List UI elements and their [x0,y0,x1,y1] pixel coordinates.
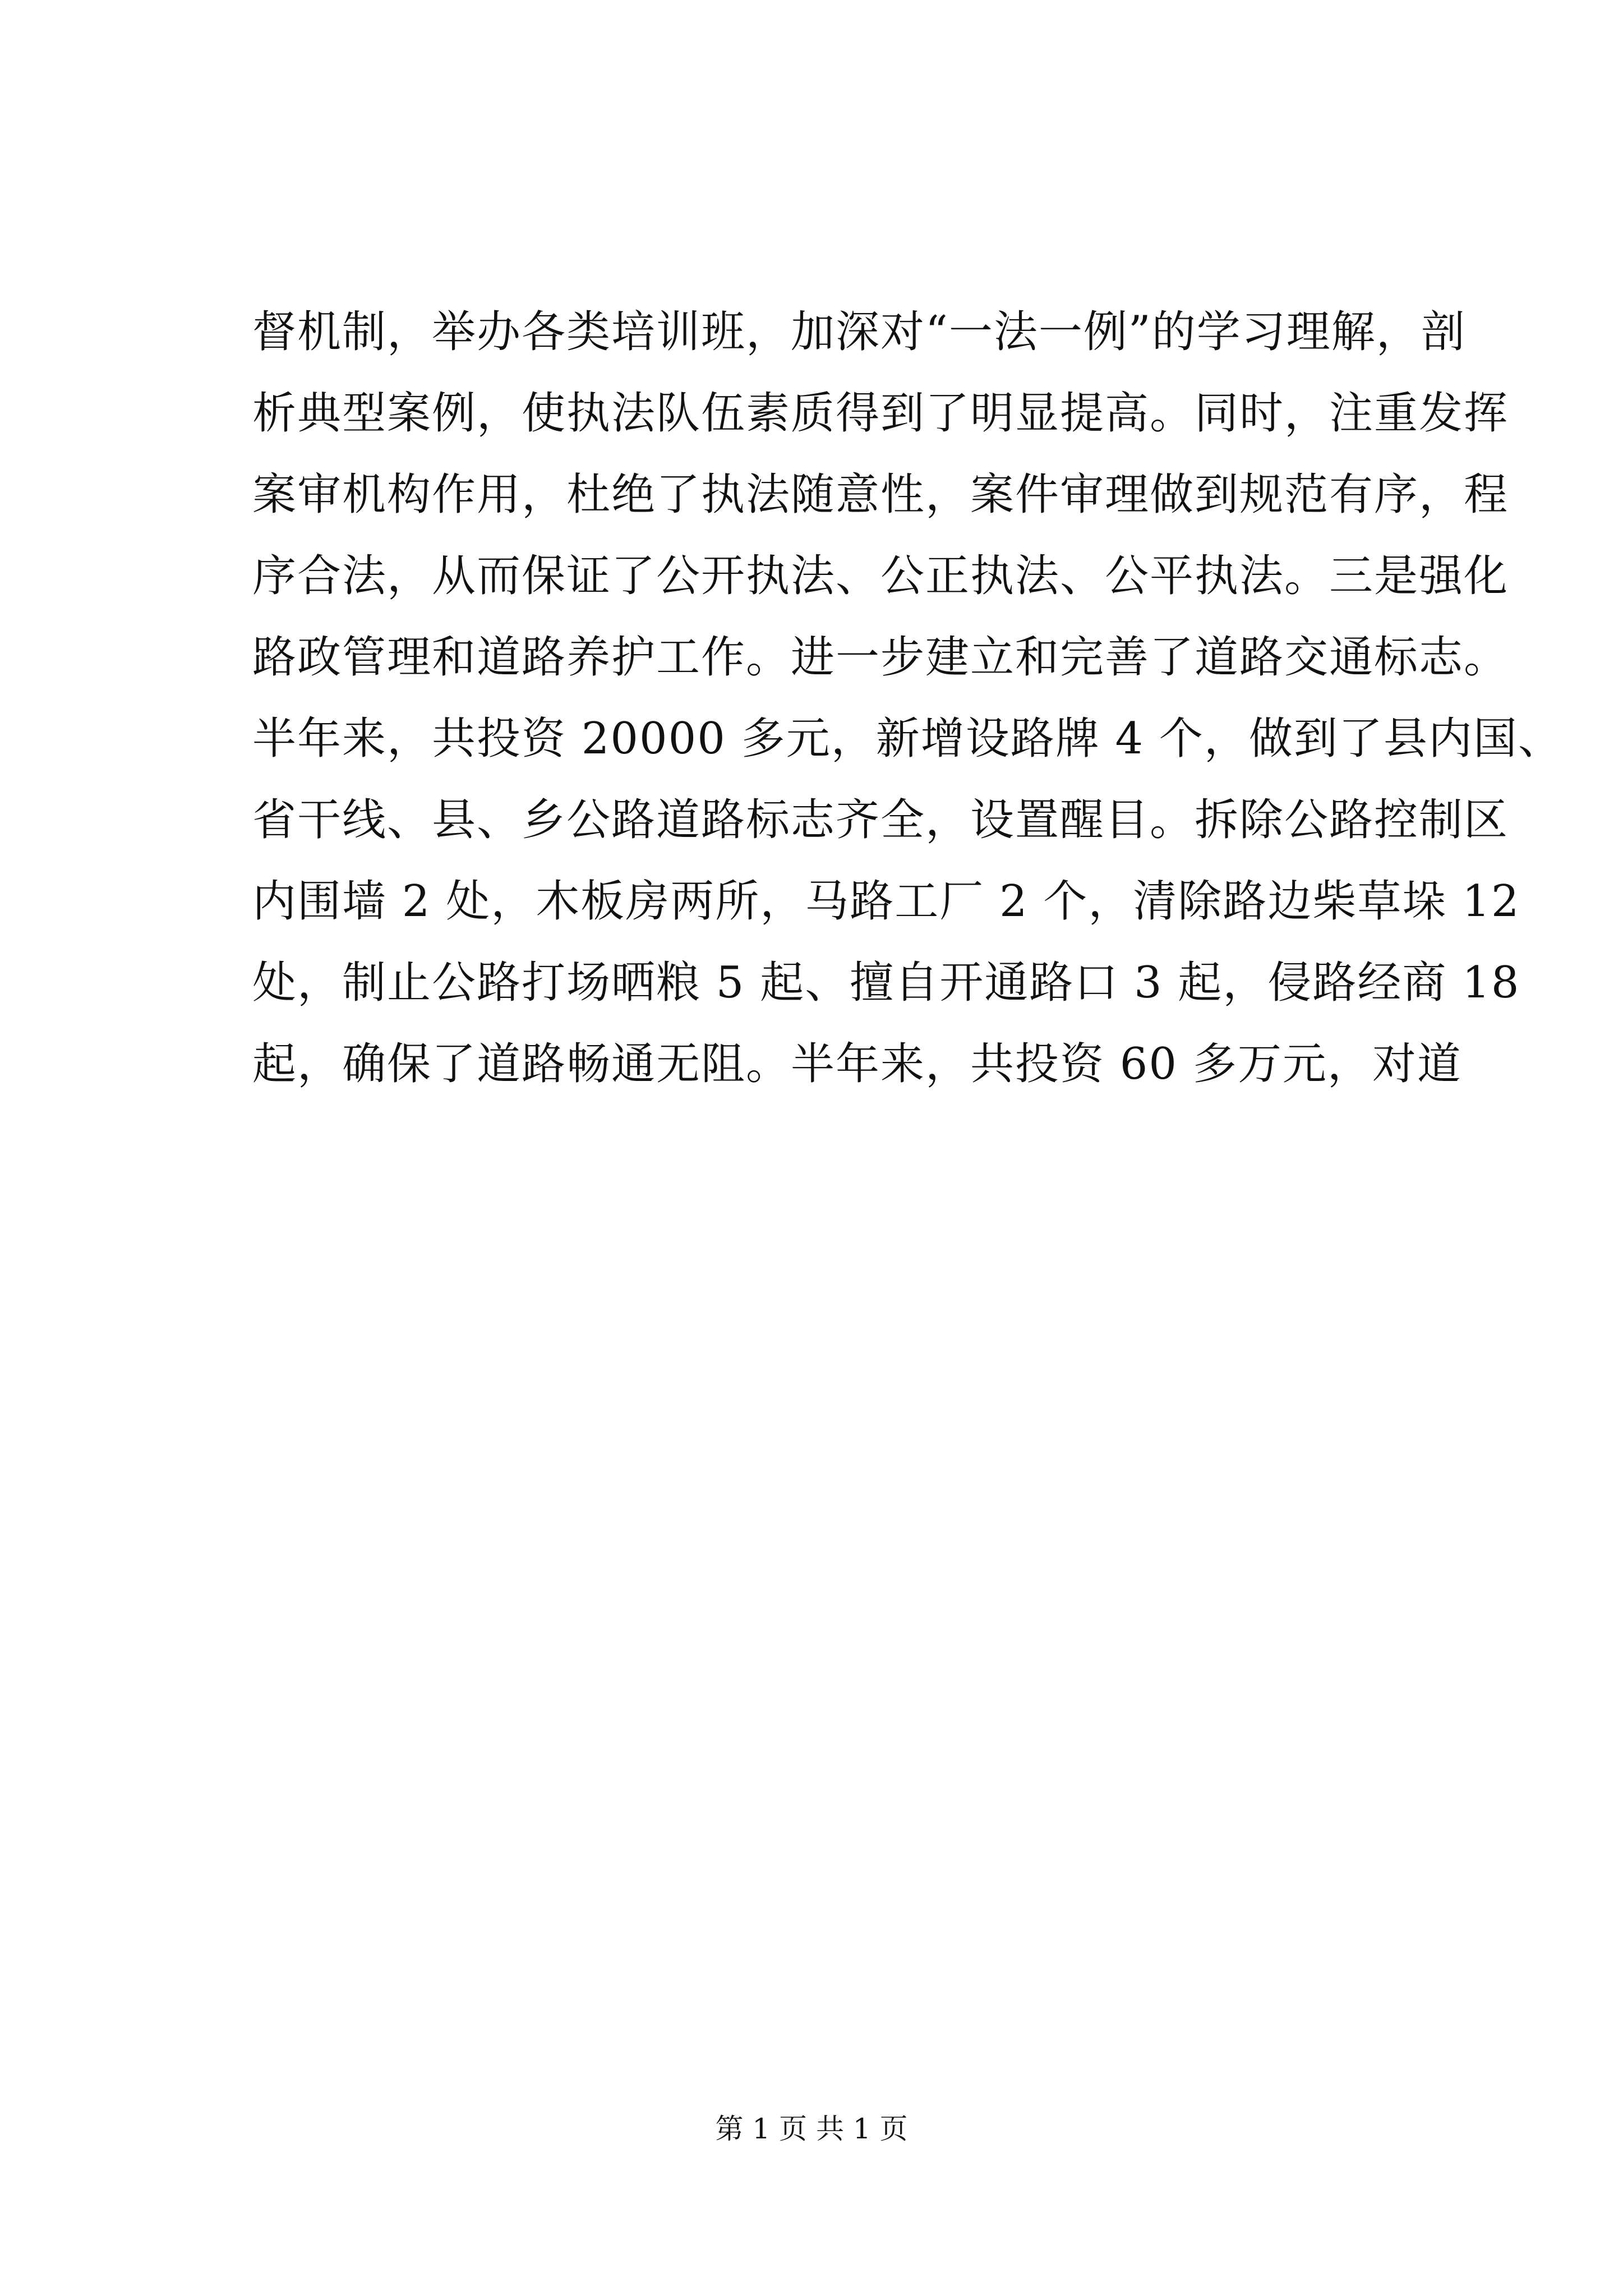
text-line: 起，确保了道路畅通无阻。半年来，共投资 60 多万元，对道 [252,1039,1462,1089]
text-line: 半年来，共投资 20000 多元，新增设路牌 4 个，做到了县内国、 [252,714,1563,764]
page-footer: 第 1 页 共 1 页 [715,2113,908,2145]
text-line: 序合法，从而保证了公开执法、公正执法、公平执法。三是强化 [252,551,1509,601]
text-line: 处，制止公路打场晒粮 5 起、擅自开通路口 3 起，侵路经商 18 [252,958,1520,1008]
text-line: 督机制，举办各类培训班，加深对“一法一例”的学习理解，剖 [252,307,1466,357]
text-line: 路政管理和道路养护工作。进一步建立和完善了道路交通标志。 [252,632,1509,683]
text-line: 案审机构作用，杜绝了执法随意性，案件审理做到规范有序，程 [252,470,1509,520]
text-line: 析典型案例，使执法队伍素质得到了明显提高。同时，注重发挥 [252,388,1509,439]
body-text [252,292,1563,1105]
text-line: 省干线、县、乡公路道路标志齐全，设置醒目。拆除公路控制区 [252,795,1509,845]
text-line: 内围墙 2 处，木板房两所，马路工厂 2 个，清除路边柴草垛 12 [252,876,1520,927]
